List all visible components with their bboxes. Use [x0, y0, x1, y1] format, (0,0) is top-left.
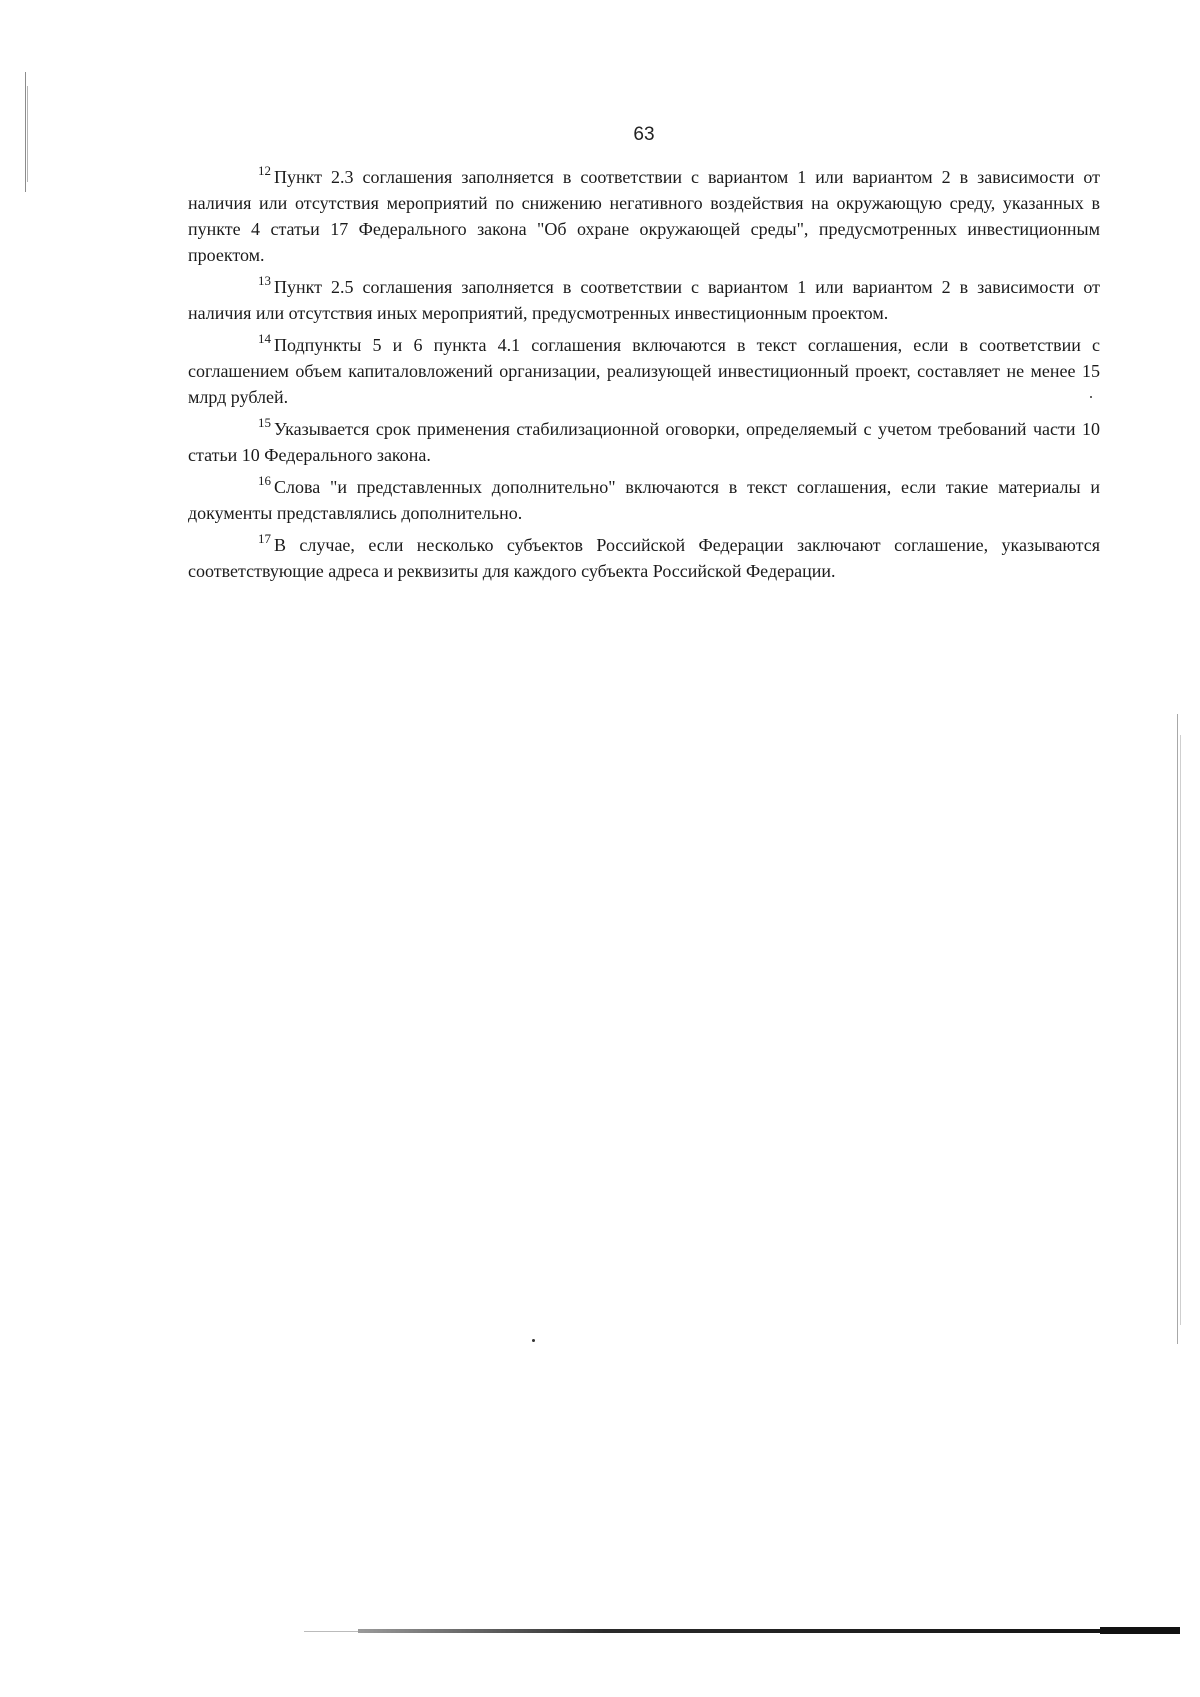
footnote-text: В случае, если несколько субъектов Российской Федерации заключают соглашение, указываются соответствующие адреса и реквизиты для каждого субъекта Российской Федерации.: [188, 535, 1100, 581]
footnote-14: [188, 332, 1100, 410]
footnote-marker: 12: [258, 163, 271, 178]
scan-artifact-right-edge-faint: [1180, 735, 1181, 1325]
scan-artifact-bottom-bar: [358, 1629, 1180, 1633]
scan-artifact-bottom-faint: [304, 1631, 360, 1632]
footnote-marker: 16: [258, 473, 271, 488]
footnote-text: Подпункты 5 и 6 пункта 4.1 соглашения включаются в текст соглашения, если в соответствии с соглашением объем капиталовложений организации, реализующей инвестиционный проект, составляет не менее 15 млрд рублей.: [188, 335, 1100, 407]
scan-speck: [1090, 396, 1092, 398]
scan-artifact-right-edge: [1177, 714, 1178, 1344]
footnote-marker: 14: [258, 331, 271, 346]
footnote-text: Пункт 2.5 соглашения заполняется в соответствии с вариантом 1 или вариантом 2 в зависимости от наличия или отсутствия иных мероприятий, предусмотренных инвестиционным проектом.: [188, 277, 1100, 323]
footnote-text: Пункт 2.3 соглашения заполняется в соответствии с вариантом 1 или вариантом 2 в зависимости от наличия или отсутствия мероприятий по снижению негативного воздействия на окружающую среду, указанных в пункте 4 статьи 17 Федерального закона "Об охране окружающей среды", предусмотренных инвестиционным проектом.: [188, 167, 1100, 265]
footnote-marker: 15: [258, 415, 271, 430]
footnote-marker: 17: [258, 531, 271, 546]
footnote-17: [188, 532, 1100, 584]
footnote-13: [188, 274, 1100, 326]
footnote-16: [188, 474, 1100, 526]
scan-speck: [532, 1339, 535, 1342]
footnote-12: [188, 164, 1100, 268]
scan-artifact-bottom-bar-dark: [1100, 1627, 1180, 1634]
footnote-marker: 13: [258, 273, 271, 288]
footnote-15: [188, 416, 1100, 468]
page-number: 63: [633, 124, 655, 145]
footnote-text: Слова "и представленных дополнительно" включаются в текст соглашения, если такие материалы и документы представлялись дополнительно.: [188, 477, 1100, 523]
footnotes-list: [188, 164, 1100, 590]
footnote-text: Указывается срок применения стабилизационной оговорки, определяемый с учетом требований части 10 статьи 10 Федерального закона.: [188, 419, 1100, 465]
